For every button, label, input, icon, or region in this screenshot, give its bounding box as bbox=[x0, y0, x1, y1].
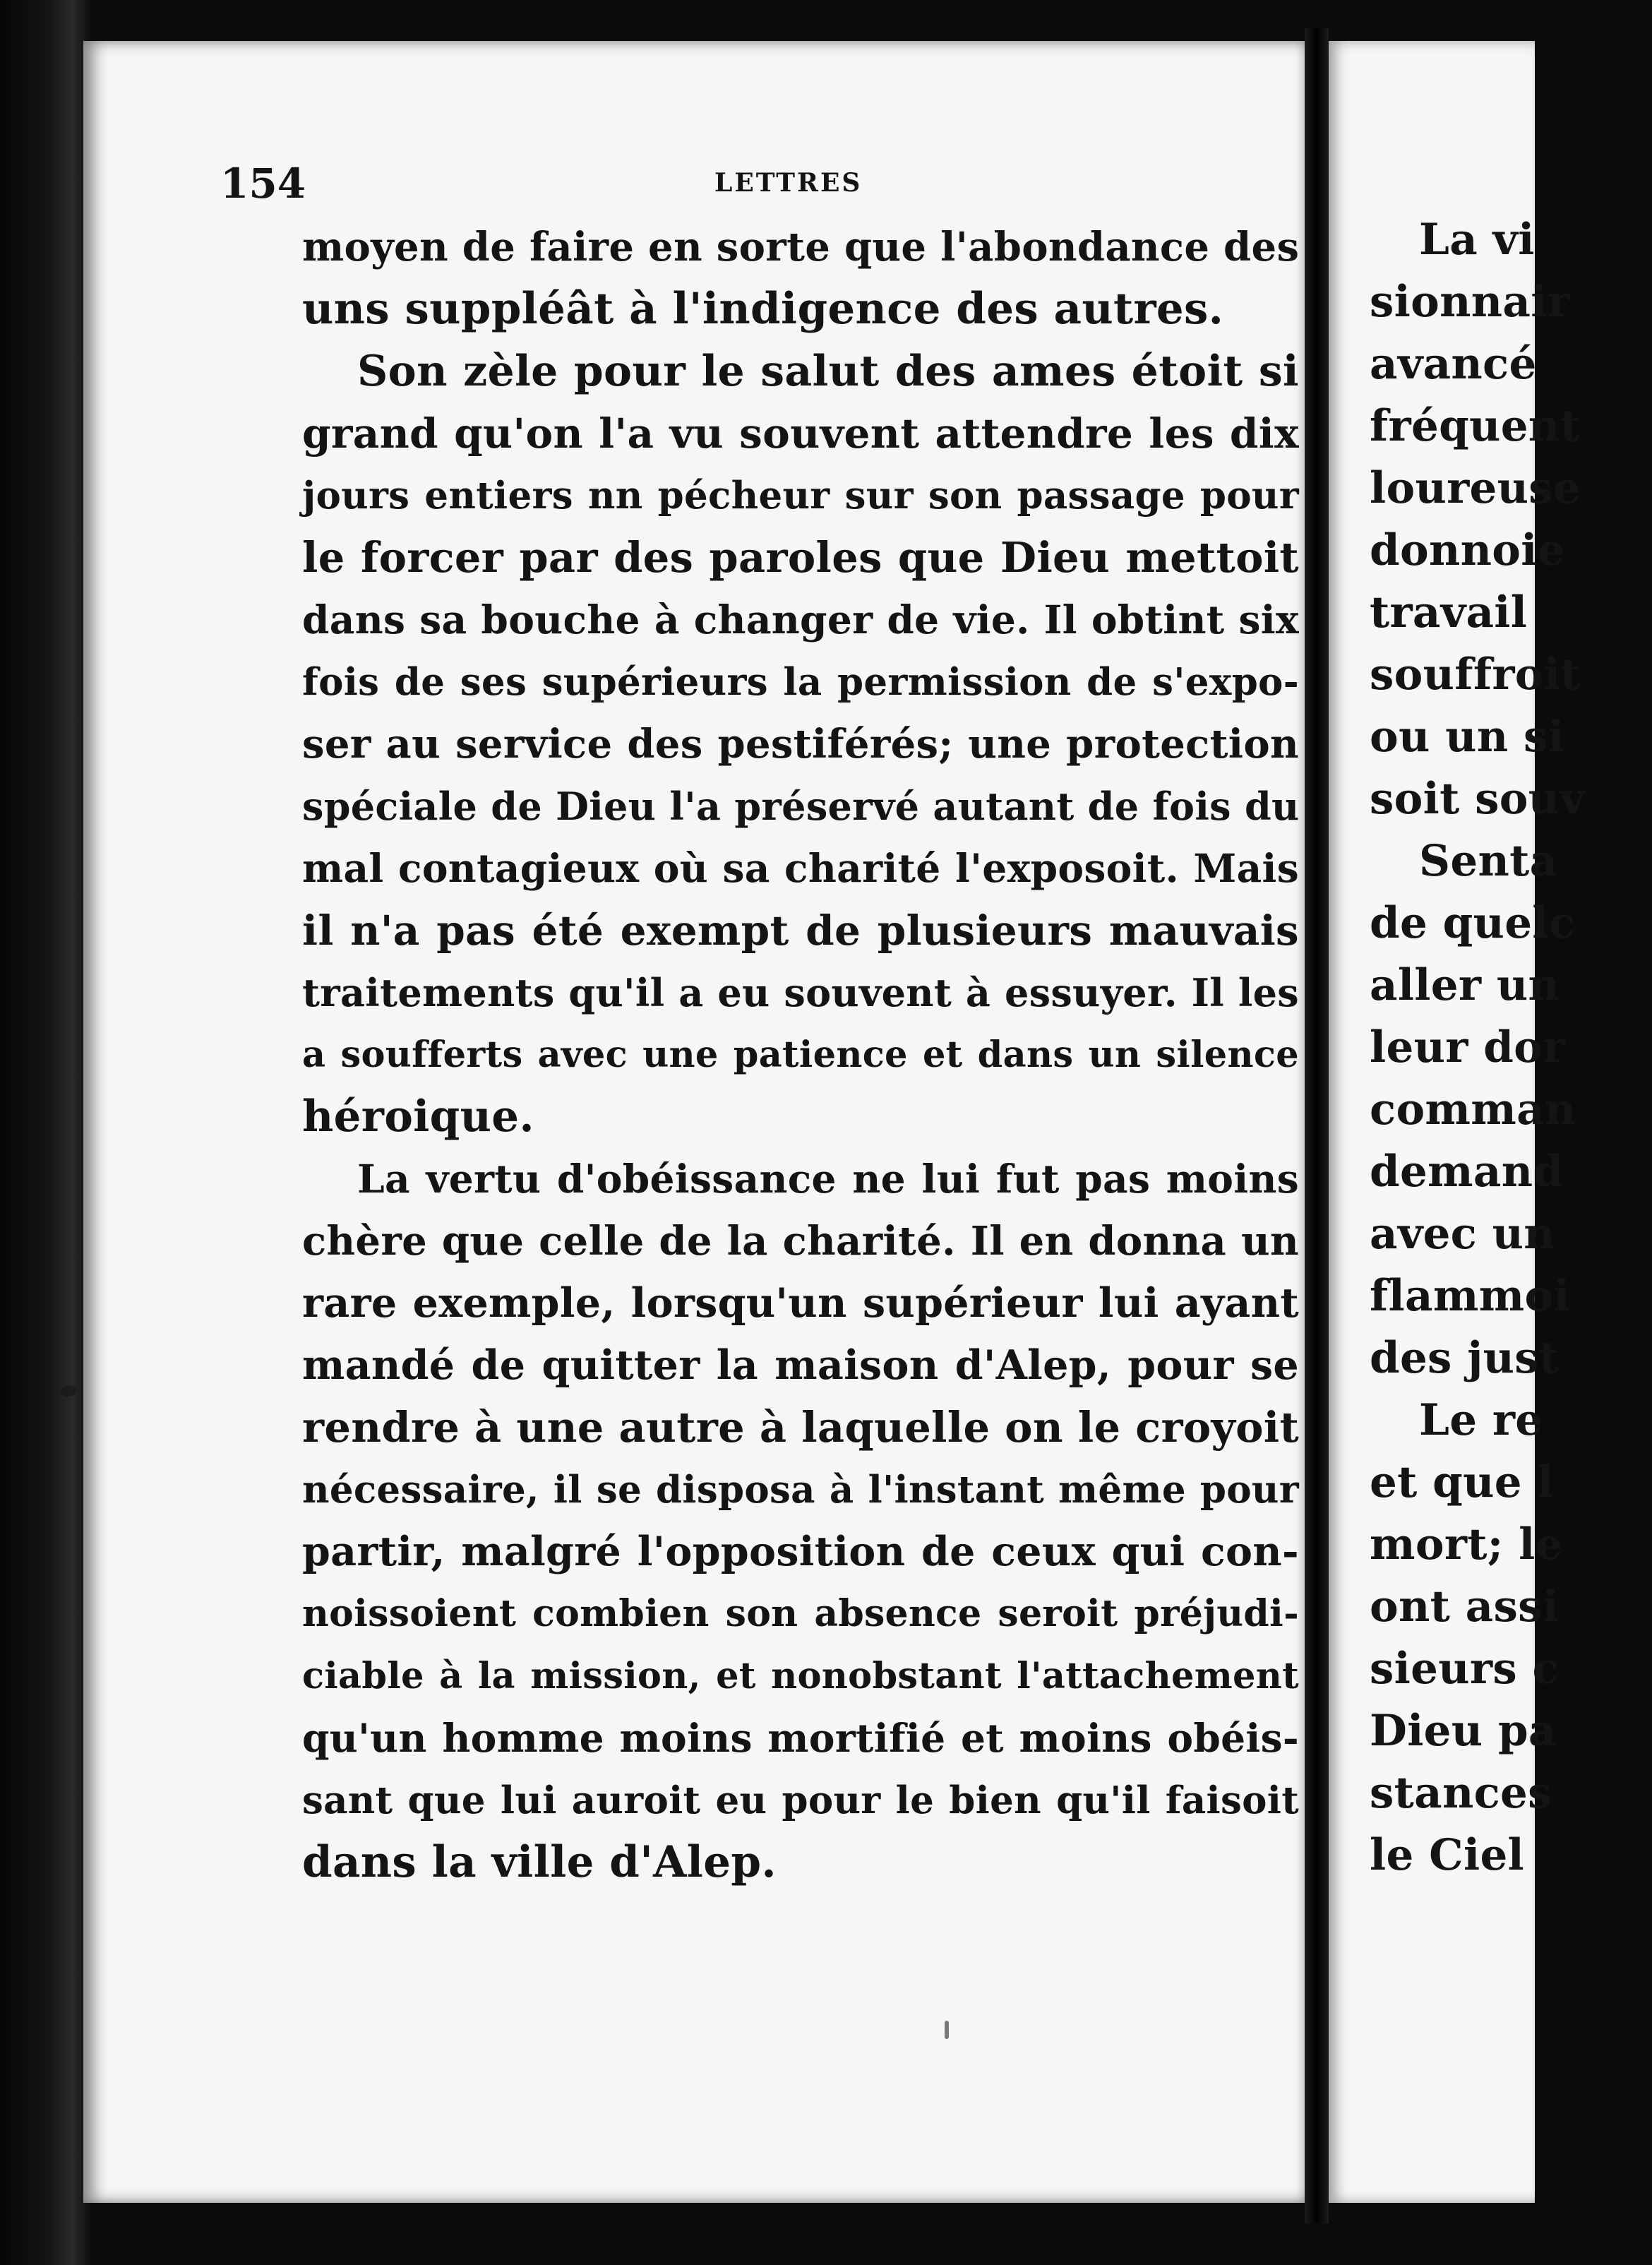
text-line: qu'un homme moins mortifié et moins obéis- bbox=[302, 1715, 1299, 1761]
right-text-line: soit souv bbox=[1370, 774, 1586, 824]
text-line: ciable à la mission, et nonobstant l'attachement bbox=[302, 1655, 1299, 1697]
text-line: noissoient combien son absence seroit préjudi- bbox=[302, 1592, 1299, 1635]
right-text-line: mort; le bbox=[1370, 1519, 1563, 1570]
page-number: 154 bbox=[220, 160, 306, 208]
right-text-line: La vi bbox=[1419, 215, 1535, 265]
right-text-line: souffroit bbox=[1370, 650, 1581, 700]
right-page bbox=[1329, 41, 1586, 2203]
right-text-line: ou un si bbox=[1370, 712, 1565, 762]
right-text-line: flammoi bbox=[1370, 1271, 1570, 1321]
left-page-text bbox=[302, 216, 1299, 1894]
right-text-line: de quelc bbox=[1370, 898, 1576, 948]
right-text-line: et que l bbox=[1370, 1457, 1554, 1507]
right-text-line: Dieu pa bbox=[1370, 1706, 1557, 1756]
right-text-line: avancé bbox=[1370, 339, 1537, 389]
text-line: ser au service des pestiférés; une protection bbox=[302, 721, 1299, 767]
text-line: chère que celle de la charité. Il en donna un bbox=[302, 1218, 1299, 1265]
text-line: dans la ville d'Alep. bbox=[302, 1837, 777, 1887]
right-text-line: loureuse bbox=[1370, 463, 1581, 513]
right-text-line: demand bbox=[1370, 1147, 1564, 1197]
book-binding-edge bbox=[0, 0, 90, 2265]
right-text-line: leur dor bbox=[1370, 1022, 1566, 1072]
right-text-line: fréquent bbox=[1370, 401, 1580, 451]
right-text-line: ont assi bbox=[1370, 1582, 1560, 1632]
right-text-line: Senta bbox=[1419, 836, 1558, 886]
right-text-line: donnoie bbox=[1370, 525, 1565, 575]
right-text-line: sionnair bbox=[1370, 277, 1571, 327]
text-line: mal contagieux où sa charité l'exposoit. Mais bbox=[302, 845, 1299, 891]
text-line: héroique. bbox=[302, 1092, 534, 1142]
right-text-line: stances bbox=[1370, 1768, 1552, 1818]
text-line: fois de ses supérieurs la permission de s'expo- bbox=[302, 660, 1299, 704]
right-text-line: travail bbox=[1370, 587, 1528, 638]
text-line: nécessaire, il se disposa à l'instant même pour bbox=[302, 1468, 1299, 1512]
text-line: rendre à une autre à laquelle on le croyoit bbox=[302, 1403, 1299, 1452]
ink-speck bbox=[945, 2021, 949, 2039]
text-line: sant que lui auroit eu pour le bien qu'il faisoit bbox=[302, 1779, 1299, 1822]
text-line: a soufferts avec une patience et dans un silence bbox=[302, 1034, 1299, 1076]
right-text-line: sieurs c bbox=[1370, 1644, 1559, 1694]
text-line: jours entiers nn pécheur sur son passage pour bbox=[302, 474, 1299, 518]
page-gutter bbox=[1305, 28, 1329, 2224]
text-line: spéciale de Dieu l'a préservé autant de fois du bbox=[302, 784, 1300, 829]
right-text-line: avec un bbox=[1370, 1209, 1555, 1259]
text-line: La vertu d'obéissance ne lui fut pas moins bbox=[357, 1156, 1299, 1202]
right-text-line: aller un bbox=[1370, 960, 1560, 1010]
text-line: il n'a pas été exempt de plusieurs mauvais bbox=[302, 907, 1299, 955]
text-line: dans sa bouche à changer de vie. Il obtint six bbox=[302, 597, 1299, 643]
text-line: partir, malgré l'opposition de ceux qui con- bbox=[302, 1528, 1299, 1575]
text-line: rare exemple, lorsqu'un supérieur lui ayant bbox=[302, 1279, 1299, 1327]
text-line: uns suppléât à l'indigence des autres. bbox=[302, 284, 1224, 334]
text-line: traitements qu'il a eu souvent à essuyer. Il les bbox=[302, 970, 1299, 1015]
right-text-line: le Ciel bbox=[1370, 1830, 1525, 1880]
ink-speck bbox=[61, 1385, 76, 1397]
right-page-text bbox=[1370, 209, 1652, 1887]
text-line: grand qu'on l'a vu souvent attendre les dix bbox=[302, 410, 1299, 458]
running-head-title: LETTRES bbox=[714, 168, 863, 198]
text-line: le forcer par des paroles que Dieu mettoit bbox=[302, 533, 1299, 582]
text-line: Son zèle pour le salut des ames étoit si bbox=[357, 347, 1299, 396]
right-text-line: Le re bbox=[1419, 1395, 1543, 1445]
text-line: mandé de quitter la maison d'Alep, pour se bbox=[302, 1341, 1299, 1389]
right-text-line: comman bbox=[1370, 1084, 1576, 1135]
running-head bbox=[220, 160, 1300, 209]
text-line: moyen de faire en sorte que l'abondance des bbox=[302, 224, 1300, 270]
right-text-line: des just bbox=[1370, 1333, 1560, 1383]
